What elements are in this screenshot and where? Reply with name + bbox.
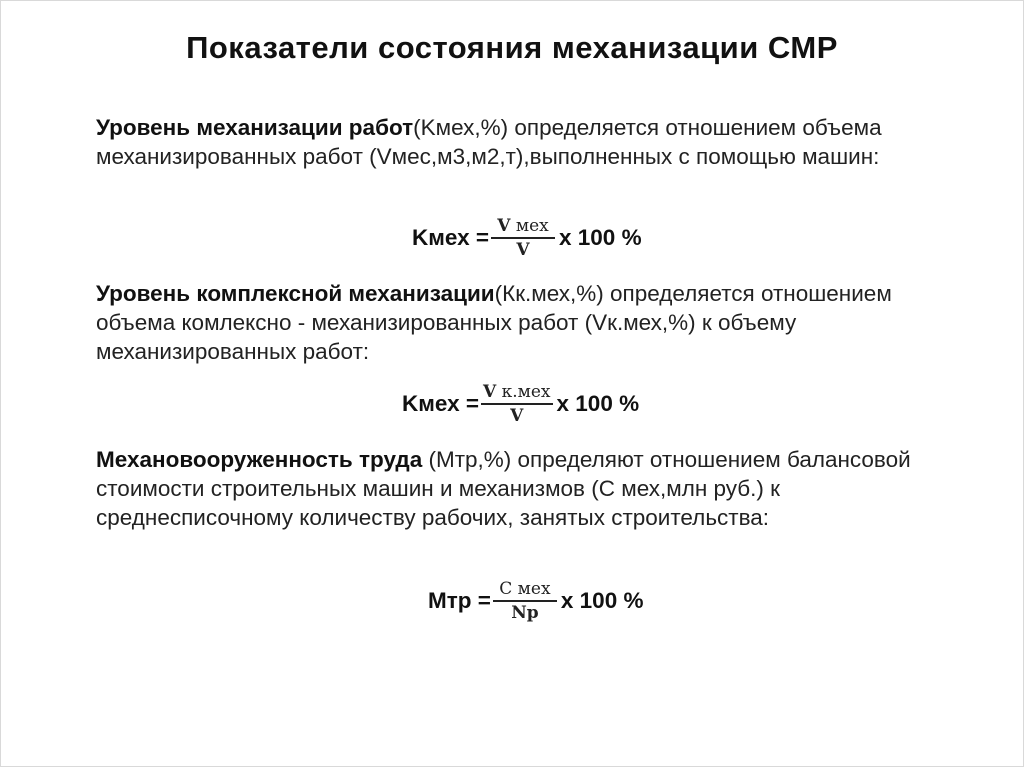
fraction-denominator: V bbox=[516, 240, 530, 260]
formula-lhs: Мтр = bbox=[428, 588, 491, 613]
slide-title: Показатели состояния механизации СМР bbox=[186, 30, 838, 65]
fraction bbox=[491, 215, 555, 261]
term-complex-mechanization: Уровень комплексной механизации bbox=[96, 281, 495, 306]
fraction bbox=[493, 578, 557, 624]
complex-mechanization-paragraph bbox=[96, 279, 936, 366]
fraction-denominator: Nр bbox=[511, 603, 539, 623]
labor-equipment-paragraph bbox=[96, 445, 936, 532]
fraction bbox=[481, 381, 553, 427]
fraction-numerator: V мех bbox=[497, 216, 549, 236]
formula-lhs: Kмех = bbox=[402, 391, 480, 416]
fraction-denominator: V bbox=[510, 406, 524, 426]
definition-text: (Кк.мех,%) определяется отношением объема комлексно - механизированных работ (Vк.мех,%) к объему механизированных работ: bbox=[96, 281, 892, 364]
formula-rhs: x 100 % bbox=[559, 225, 642, 250]
term-labor-equipment: Механовооруженность труда bbox=[96, 447, 423, 472]
formula-lhs: Kмех = bbox=[412, 225, 490, 250]
definition-text: (Kмех,%) определяется отношением объема механизированных работ (Vмес,м3,м2,т),выполненных с помощью машин: bbox=[96, 115, 882, 169]
formula-mechanization-level bbox=[412, 215, 642, 261]
term-mechanization-level: Уровень механизации работ bbox=[96, 115, 414, 140]
fraction-numerator: V к.мех bbox=[483, 382, 551, 402]
formula-rhs: x 100 % bbox=[560, 588, 644, 613]
fraction-numerator: С мех bbox=[499, 579, 551, 599]
formula-complex-mechanization bbox=[402, 381, 639, 427]
formula-rhs: x 100 % bbox=[556, 391, 640, 416]
mechanization-level-paragraph bbox=[96, 113, 936, 171]
formula-labor-equipment bbox=[428, 578, 643, 624]
definition-text: (Мтр,%) определяют отношением балансовой стоимости строительных машин и механизмов (С мех,млн руб.) к среднесписочному количеству рабочих, занятых строительства: bbox=[96, 447, 911, 530]
